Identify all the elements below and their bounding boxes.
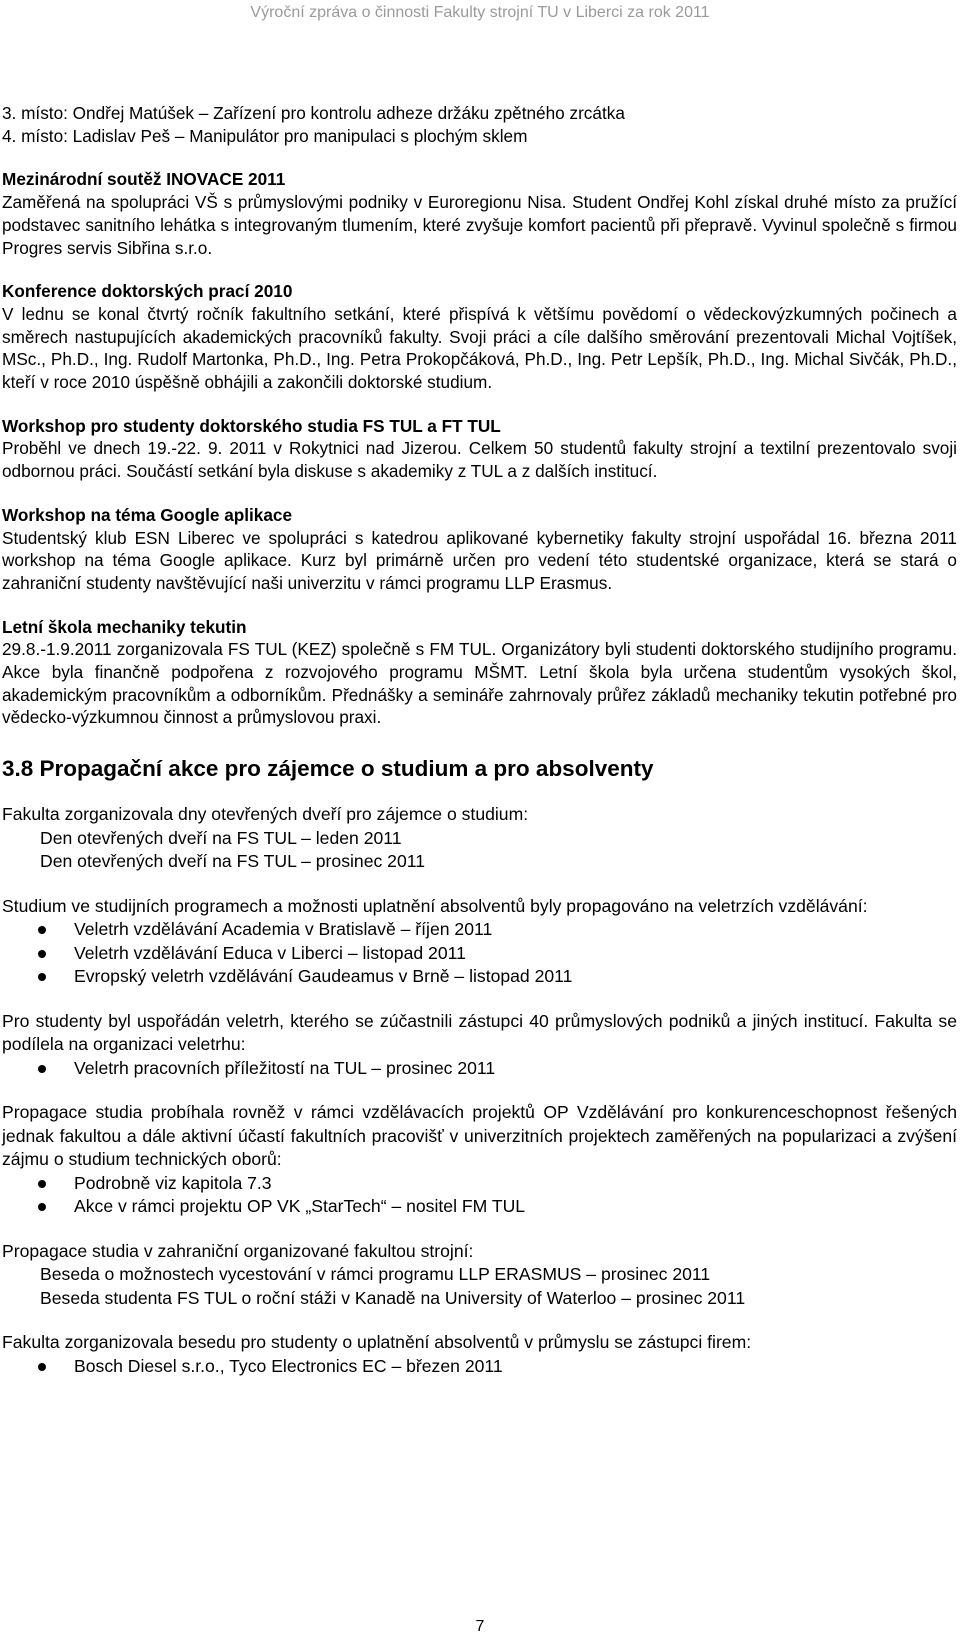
list-item: Podrobně viz kapitola 7.3: [2, 1172, 957, 1196]
page-content: [2, 102, 957, 1378]
open-days-item: Den otevřených dveří na FS TUL – prosinec 2011: [40, 851, 425, 872]
running-header: Výroční zpráva o činnosti Fakulty strojní TU v Liberci za rok 2011: [250, 4, 710, 21]
list-item: Bosch Diesel s.r.o., Tyco Electronics EC – březen 2011: [2, 1355, 957, 1379]
section-heading: 3.8 Propagační akce pro zájemce o studium a pro absolventy: [2, 756, 654, 782]
workshop-tul-heading: Workshop pro studenty doktorského studia FS TUL a FT TUL: [2, 415, 501, 436]
list-item: Akce v rámci projektu OP VK „StarTech“ – nositel FM TUL: [2, 1195, 957, 1219]
abroad-intro: Propagace studia v zahraniční organizované fakultou strojní:: [2, 1240, 474, 1261]
workshop-google-heading: Workshop na téma Google aplikace: [2, 504, 293, 525]
projects-intro: Propagace studia probíhala rovněž v rámci vzdělávacích projektů OP Vzdělávání pro konkurenceschopnost řešených jednak fakultou a dále aktivní účastí fakultních pracovišť v univerzitních projektech zaměřených na popularizaci a zvýšení zájmu o studium technických oborů:: [2, 1102, 957, 1170]
projects-list: [2, 1172, 957, 1219]
letni-skola-heading: Letní škola mechaniky tekutin: [2, 616, 247, 637]
letni-skola-text: 29.8.-1.9.2011 zorganizovala FS TUL (KEZ) společně s FM TUL. Organizátory byli studenti doktorského studijního programu. Akce byla finančně podpořena z rozvojového programu MŠMT. Letní škola byla určena studentům vysokých škol, akademickým pracovníkům a odborníkům. Přednášky a semináře zahrnovaly průřez základů mechaniky tekutin potřebné pro vědecko-výzkumnou činnost a průmyslovou praxi.: [2, 639, 957, 728]
job-fair-list: [2, 1057, 957, 1081]
fairs-list: [2, 918, 957, 989]
open-days-intro: Fakulta zorganizovala dny otevřených dveří pro zájemce o studium:: [2, 804, 529, 825]
abroad-item: Beseda studenta FS TUL o roční stáži v Kanadě na University of Waterloo – prosinec 2011: [40, 1287, 746, 1308]
fairs-intro: Studium ve studijních programech a možnosti uplatnění absolventů byly propagováno na veletrzích vzdělávání:: [2, 895, 868, 916]
inovace-heading: Mezinárodní soutěž INOVACE 2011: [2, 169, 286, 190]
job-fair-intro: Pro studenty byl uspořádán veletrh, kterého se zúčastnili zástupci 40 průmyslových podniků a jiných institucí. Fakulta se podílela na organizaci veletrhu:: [2, 1010, 957, 1055]
list-item: Veletrh vzdělávání Educa v Liberci – listopad 2011: [2, 942, 957, 966]
inovace-text: Zaměřená na spolupráci VŠ s průmyslovými podniky v Euroregionu Nisa. Student Ondřej Kohl získal druhé místo za pružící podstavec sanitního lehátka s integrovaným tlumením, které zvyšuje komfort pacientů při přepravě. Vyvinul společně s firmou Progres servis Sibřina s.r.o.: [2, 192, 957, 258]
list-item: Evropský veletrh vzdělávání Gaudeamus v Brně – listopad 2011: [2, 965, 957, 989]
companies-list: [2, 1355, 957, 1379]
ranking-line-4: 4. místo: Ladislav Peš – Manipulátor pro manipulaci s plochým sklem: [2, 125, 528, 146]
konference-heading: Konference doktorských prací 2010: [2, 281, 293, 302]
ranking-line-3: 3. místo: Ondřej Matúšek – Zařízení pro kontrolu adheze držáku zpětného zrcátka: [2, 103, 625, 123]
abroad-item: Beseda o možnostech vycestování v rámci programu LLP ERASMUS – prosinec 2011: [40, 1264, 711, 1285]
companies-intro: Fakulta zorganizovala besedu pro studenty o uplatnění absolventů v průmyslu se zástupci firem:: [2, 1332, 752, 1353]
list-item: Veletrh pracovních příležitostí na TUL – prosinec 2011: [2, 1057, 957, 1081]
workshop-tul-text: Proběhl ve dnech 19.-22. 9. 2011 v Rokytnici nad Jizerou. Celkem 50 studentů fakulty strojní a textilní prezentovalo svoji odbornou práci. Součástí setkání byla diskuse s akademiky z TUL a z dalších institucí.: [2, 438, 957, 482]
konference-text: V lednu se konal čtvrtý ročník fakultního setkání, které přispívá k většímu povědomí o vědeckovýzkumných počinech a směrech nastupujících akademických pracovníků fakulty. Svoji práci a cíle dalšího směrování prezentovali Michal Vojtíšek, MSc., Ph.D., Ing. Rudolf Martonka, Ph.D., Ing. Petra Prokopčáková, Ph.D., Ing. Petr Lepšík, Ph.D., Ing. Michal Sivčák, Ph.D., kteří v roce 2010 úspěšně obhájili a zakončili doktorské studium.: [2, 303, 957, 393]
open-days-item: Den otevřených dveří na FS TUL – leden 2011: [40, 827, 402, 848]
workshop-google-text: Studentský klub ESN Liberec ve spolupráci s katedrou aplikované kybernetiky fakulty strojní uspořádal 16. března 2011 workshop na téma Google aplikace. Kurz byl primárně určen pro vedení této studentské organizace, která se stará o zahraniční studenty navštěvující naši univerzitu v rámci programu LLP Erasmus.: [2, 527, 957, 593]
page-number: 7: [475, 1618, 485, 1635]
list-item: Veletrh vzdělávání Academia v Bratislavě – říjen 2011: [2, 918, 957, 942]
